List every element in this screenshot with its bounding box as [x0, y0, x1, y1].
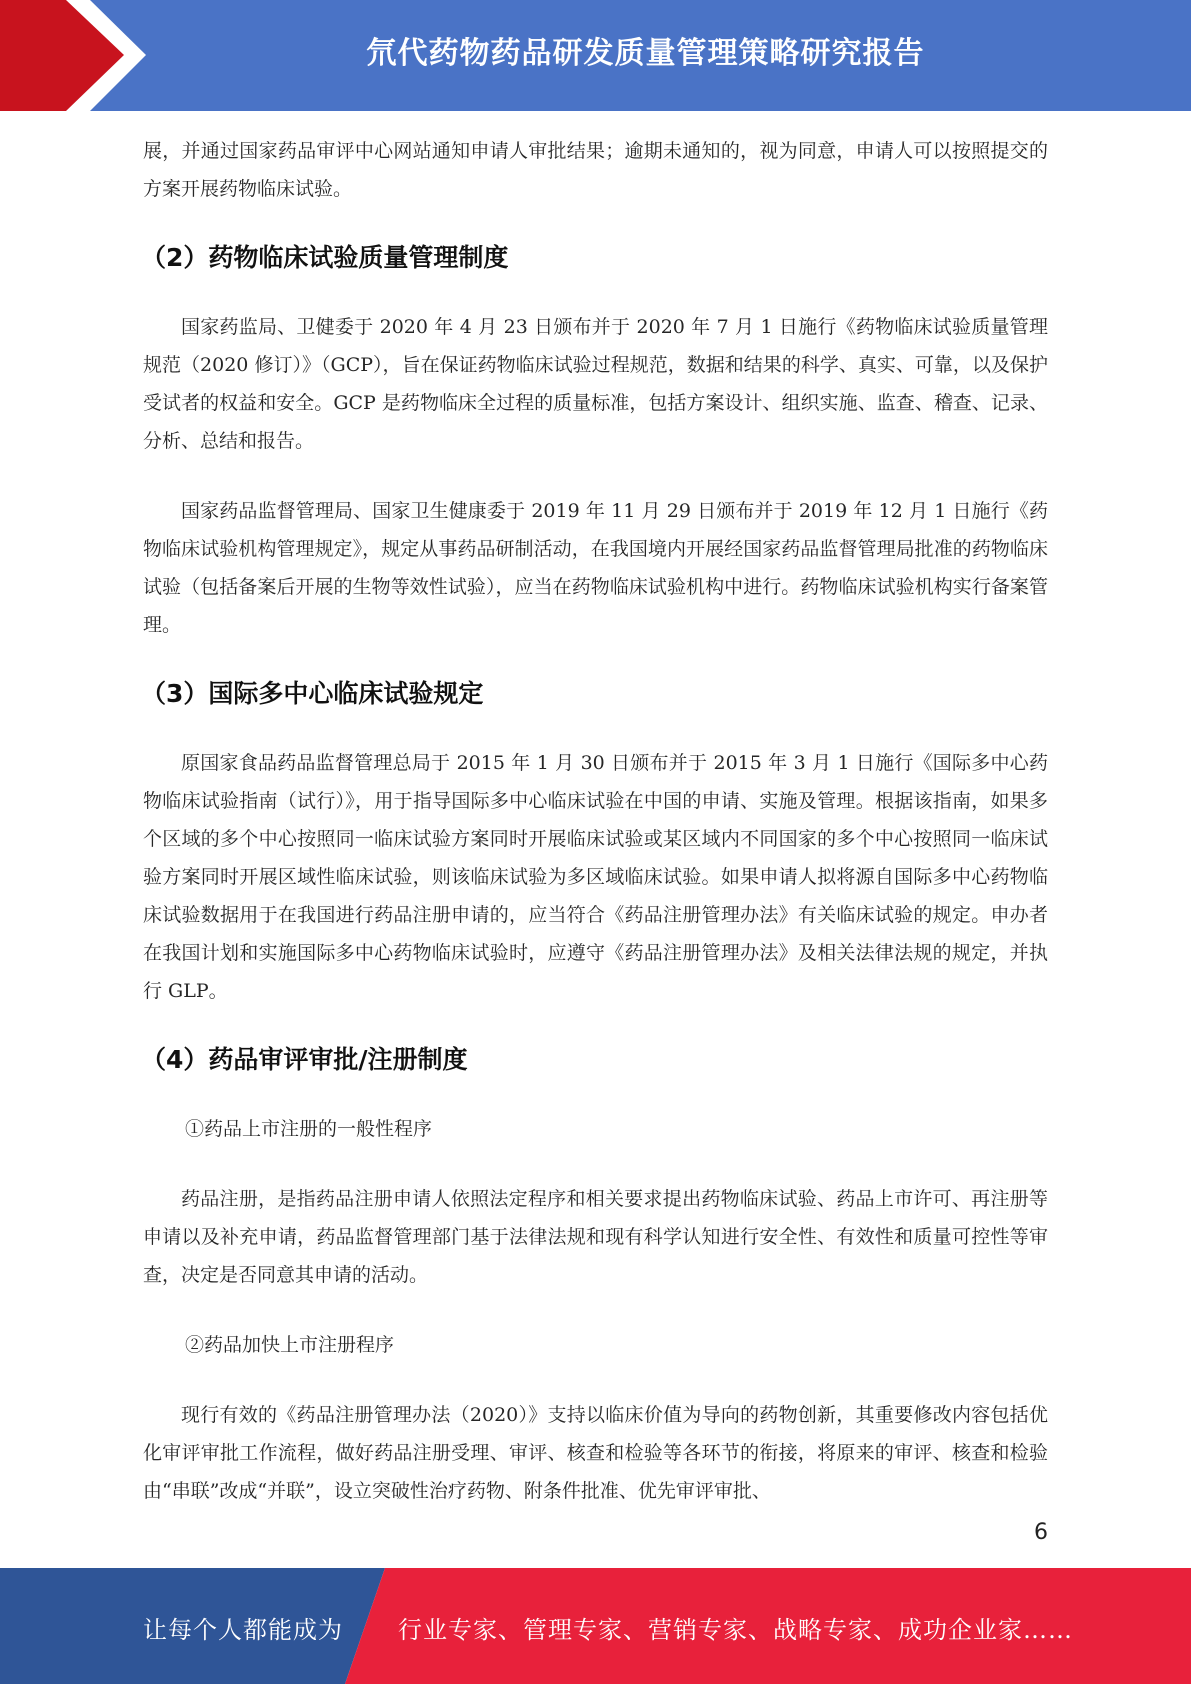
paragraph-institution-rules: 国家药品监督管理局、国家卫生健康委于 2019 年 11 月 29 日颁布并于 2019 年 12 月 1 日施行《药物临床试验机构管理规定》，规定从事药品研制活动，在我国境内开展经国家药品监督管理局批准的药物临床试验（包括备案后开展的生物等效性试验），应当在药物临床试验机构中进行。药物临床试验机构实行备案管理。 [143, 500, 1048, 636]
footer-slogan-left: 让每个人都能成为 [143, 1616, 343, 1644]
footer-slogan-right: 行业专家、管理专家、营销专家、战略专家、成功企业家…… [398, 1616, 1073, 1644]
subheading-accelerated-procedure: ②药品加快上市注册程序 [185, 1334, 395, 1356]
paragraph-registration-definition: 药品注册，是指药品注册申请人依照法定程序和相关要求提出药物临床试验、药品上市许可、再注册等申请以及补充申请，药品监督管理部门基于法律法规和现有科学认知进行安全性、有效性和质量可控性等审查，决定是否同意其申请的活动。 [143, 1188, 1048, 1286]
section-heading-4: （4）药品审评审批/注册制度 [141, 1045, 468, 1074]
page-header [0, 0, 1191, 111]
intro-paragraph: 展，并通过国家药品审评中心网站通知申请人审批结果；逾期未通知的，视为同意，申请人可以按照提交的方案开展药物临床试验。 [143, 140, 1048, 200]
subheading-general-procedure: ①药品上市注册的一般性程序 [185, 1118, 433, 1140]
page-number: 6 [1034, 1520, 1048, 1545]
page-footer [0, 1568, 1191, 1684]
paragraph-accelerated-registration: 现行有效的《药品注册管理办法（2020）》支持以临床价值为导向的药物创新，其重要修改内容包括优化审评审批工作流程，做好药品注册受理、审评、核查和检验等各环节的衔接，将原来的审评、核查和检验由“串联”改成“并联”，设立突破性治疗药物、附条件批准、优先审评审批、 [143, 1404, 1048, 1502]
document-body [143, 132, 1048, 1510]
report-title: 氘代药物药品研发质量管理策略研究报告 [366, 36, 925, 71]
header-arrow-decoration [0, 0, 160, 111]
paragraph-multicenter: 原国家食品药品监督管理总局于 2015 年 1 月 30 日颁布并于 2015 年 3 月 1 日施行《国际多中心药物临床试验指南（试行）》，用于指导国际多中心临床试验在中国的申请、实施及管理。根据该指南，如果多个区域的多个中心按照同一临床试验方案同时开展临床试验或某区域内不同国家的多个中心按照同一临床试验方案同时开展区域性临床试验，则该临床试验为多区域临床试验。如果申请人拟将源自国际多中心药物临床试验数据用于在我国进行药品注册申请的，应当符合《药品注册管理办法》有关临床试验的规定。申办者在我国计划和实施国际多中心药物临床试验时，应遵守《药品注册管理办法》及相关法律法规的规定，并执行 GLP。 [143, 752, 1048, 1002]
section-heading-3: （3）国际多中心临床试验规定 [141, 679, 484, 708]
paragraph-gcp: 国家药监局、卫健委于 2020 年 4 月 23 日颁布并于 2020 年 7 月 1 日施行《药物临床试验质量管理规范（2020 修订）》（GCP），旨在保证药物临床试验过程规范，数据和结果的科学、真实、可靠，以及保护受试者的权益和安全。GCP 是药物临床全过程的质量标准，包括方案设计、组织实施、监查、稽查、记录、分析、总结和报告。 [143, 316, 1048, 452]
section-heading-2: （2）药物临床试验质量管理制度 [141, 243, 509, 272]
